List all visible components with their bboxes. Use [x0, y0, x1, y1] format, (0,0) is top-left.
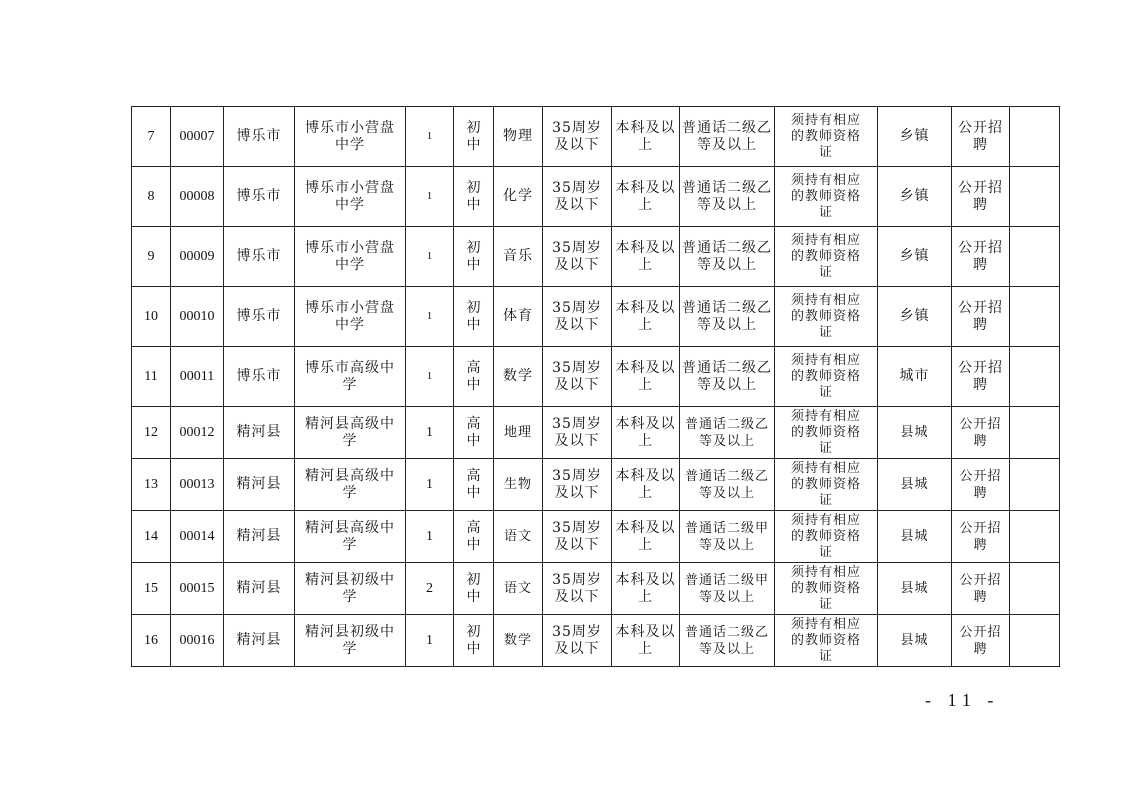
- cell-count: 2: [406, 563, 454, 615]
- cell-region: 精河县: [224, 615, 295, 667]
- cell-school: 博乐市高级中学: [295, 347, 406, 407]
- cell-certificate-text: 须持有相应的教师资格证: [790, 512, 861, 560]
- cell-education: 本科及以上: [612, 511, 680, 563]
- cell-school: 精河县高级中学: [295, 459, 406, 511]
- cell-position-code: 00008: [171, 167, 224, 227]
- table-row: [132, 459, 1060, 511]
- cell-certificate: [775, 107, 878, 167]
- cell-education: 本科及以上: [612, 459, 680, 511]
- cell-mandarin: 普通话二级乙等及以上: [680, 407, 775, 459]
- cell-region: 博乐市: [224, 107, 295, 167]
- cell-count: 1: [406, 615, 454, 667]
- cell-note: [1010, 563, 1060, 615]
- cell-location: 乡镇: [878, 107, 952, 167]
- cell-school: 博乐市小营盘中学: [295, 107, 406, 167]
- cell-certificate-text: 须持有相应的教师资格证: [790, 352, 861, 400]
- page-number: - 11 -: [925, 690, 1000, 710]
- cell-region: 精河县: [224, 407, 295, 459]
- cell-region: 博乐市: [224, 347, 295, 407]
- cell-level: [454, 615, 494, 667]
- cell-subject: 生物: [494, 459, 543, 511]
- cell-mandarin: 普通话二级乙等及以上: [680, 615, 775, 667]
- cell-level: [454, 459, 494, 511]
- cell-position-code: 00011: [171, 347, 224, 407]
- cell-number: 14: [132, 511, 171, 563]
- cell-number: 13: [132, 459, 171, 511]
- cell-number: 12: [132, 407, 171, 459]
- cell-certificate: [775, 347, 878, 407]
- cell-level-text: 高中: [466, 359, 482, 393]
- cell-region: 精河县: [224, 511, 295, 563]
- cell-method: 公开招聘: [952, 615, 1010, 667]
- cell-location: 乡镇: [878, 227, 952, 287]
- cell-subject: 语文: [494, 563, 543, 615]
- cell-mandarin: 普通话二级乙等及以上: [680, 459, 775, 511]
- cell-level-text: 高中: [466, 519, 482, 553]
- cell-level: [454, 167, 494, 227]
- recruitment-table: [131, 106, 1060, 667]
- cell-level: [454, 511, 494, 563]
- cell-position-code: 00007: [171, 107, 224, 167]
- cell-note: [1010, 227, 1060, 287]
- cell-method: 公开招聘: [952, 287, 1010, 347]
- cell-note: [1010, 167, 1060, 227]
- cell-education: 本科及以上: [612, 407, 680, 459]
- cell-school: 博乐市小营盘中学: [295, 227, 406, 287]
- cell-certificate-text: 须持有相应的教师资格证: [790, 564, 861, 612]
- cell-certificate-text: 须持有相应的教师资格证: [790, 232, 861, 280]
- cell-method: 公开招聘: [952, 407, 1010, 459]
- cell-mandarin: 普通话二级乙等及以上: [680, 107, 775, 167]
- cell-school: 精河县初级中学: [295, 563, 406, 615]
- cell-age: 35周岁及以下: [543, 615, 612, 667]
- cell-note: [1010, 407, 1060, 459]
- cell-position-code: 00009: [171, 227, 224, 287]
- cell-age: 35周岁及以下: [543, 347, 612, 407]
- cell-level-text: 初中: [466, 179, 482, 213]
- cell-certificate: [775, 227, 878, 287]
- cell-location: 城市: [878, 347, 952, 407]
- cell-level: [454, 407, 494, 459]
- cell-certificate-text: 须持有相应的教师资格证: [790, 460, 861, 508]
- cell-subject: 数学: [494, 347, 543, 407]
- table-row: [132, 347, 1060, 407]
- cell-school: 精河县初级中学: [295, 615, 406, 667]
- cell-education: 本科及以上: [612, 167, 680, 227]
- cell-level-text: 初中: [466, 119, 482, 153]
- cell-certificate: [775, 563, 878, 615]
- cell-note: [1010, 287, 1060, 347]
- cell-certificate-text: 须持有相应的教师资格证: [790, 616, 861, 664]
- cell-subject: 语文: [494, 511, 543, 563]
- cell-certificate: [775, 407, 878, 459]
- cell-subject: 体育: [494, 287, 543, 347]
- cell-count: 1: [406, 287, 454, 347]
- cell-number: 15: [132, 563, 171, 615]
- cell-school: 博乐市小营盘中学: [295, 167, 406, 227]
- cell-number: 8: [132, 167, 171, 227]
- cell-number: 10: [132, 287, 171, 347]
- cell-age: 35周岁及以下: [543, 511, 612, 563]
- cell-education: 本科及以上: [612, 615, 680, 667]
- cell-subject: 化学: [494, 167, 543, 227]
- cell-level-text: 高中: [466, 415, 482, 449]
- cell-level: [454, 227, 494, 287]
- cell-number: 7: [132, 107, 171, 167]
- cell-number: 16: [132, 615, 171, 667]
- cell-mandarin: 普通话二级甲等及以上: [680, 563, 775, 615]
- cell-school: 精河县高级中学: [295, 511, 406, 563]
- cell-age: 35周岁及以下: [543, 407, 612, 459]
- cell-mandarin: 普通话二级乙等及以上: [680, 167, 775, 227]
- cell-certificate-text: 须持有相应的教师资格证: [790, 112, 861, 160]
- cell-location: 县城: [878, 563, 952, 615]
- cell-certificate-text: 须持有相应的教师资格证: [790, 172, 861, 220]
- cell-region: 博乐市: [224, 287, 295, 347]
- cell-location: 乡镇: [878, 167, 952, 227]
- cell-note: [1010, 347, 1060, 407]
- table-row: [132, 511, 1060, 563]
- cell-position-code: 00014: [171, 511, 224, 563]
- cell-mandarin: 普通话二级乙等及以上: [680, 287, 775, 347]
- cell-age: 35周岁及以下: [543, 107, 612, 167]
- cell-level-text: 初中: [466, 239, 482, 273]
- cell-school: 博乐市小营盘中学: [295, 287, 406, 347]
- cell-region: 博乐市: [224, 227, 295, 287]
- cell-location: 县城: [878, 615, 952, 667]
- cell-subject: 物理: [494, 107, 543, 167]
- cell-certificate: [775, 511, 878, 563]
- cell-mandarin: 普通话二级甲等及以上: [680, 511, 775, 563]
- cell-count: 1: [406, 459, 454, 511]
- cell-count: 1: [406, 107, 454, 167]
- cell-method: 公开招聘: [952, 107, 1010, 167]
- cell-note: [1010, 615, 1060, 667]
- cell-location: 县城: [878, 511, 952, 563]
- cell-subject: 数学: [494, 615, 543, 667]
- cell-certificate: [775, 615, 878, 667]
- cell-level-text: 高中: [466, 467, 482, 501]
- table-row: [132, 287, 1060, 347]
- cell-education: 本科及以上: [612, 563, 680, 615]
- cell-count: 1: [406, 347, 454, 407]
- cell-certificate-text: 须持有相应的教师资格证: [790, 408, 861, 456]
- cell-subject: 音乐: [494, 227, 543, 287]
- cell-number: 9: [132, 227, 171, 287]
- cell-location: 县城: [878, 459, 952, 511]
- cell-position-code: 00012: [171, 407, 224, 459]
- cell-certificate: [775, 459, 878, 511]
- cell-age: 35周岁及以下: [543, 227, 612, 287]
- cell-number: 11: [132, 347, 171, 407]
- cell-education: 本科及以上: [612, 347, 680, 407]
- cell-count: 1: [406, 227, 454, 287]
- cell-level: [454, 107, 494, 167]
- cell-level: [454, 563, 494, 615]
- cell-count: 1: [406, 407, 454, 459]
- cell-region: 博乐市: [224, 167, 295, 227]
- cell-mandarin: 普通话二级乙等及以上: [680, 347, 775, 407]
- cell-school: 精河县高级中学: [295, 407, 406, 459]
- cell-location: 乡镇: [878, 287, 952, 347]
- cell-age: 35周岁及以下: [543, 287, 612, 347]
- cell-position-code: 00015: [171, 563, 224, 615]
- cell-certificate: [775, 167, 878, 227]
- cell-note: [1010, 107, 1060, 167]
- cell-certificate: [775, 287, 878, 347]
- cell-note: [1010, 511, 1060, 563]
- cell-region: 精河县: [224, 563, 295, 615]
- cell-method: 公开招聘: [952, 167, 1010, 227]
- cell-mandarin: 普通话二级乙等及以上: [680, 227, 775, 287]
- cell-location: 县城: [878, 407, 952, 459]
- table-row: [132, 107, 1060, 167]
- cell-count: 1: [406, 167, 454, 227]
- cell-level-text: 初中: [466, 623, 482, 657]
- cell-note: [1010, 459, 1060, 511]
- table-row: [132, 407, 1060, 459]
- cell-level-text: 初中: [466, 571, 482, 605]
- table-row: [132, 227, 1060, 287]
- cell-education: 本科及以上: [612, 107, 680, 167]
- cell-age: 35周岁及以下: [543, 167, 612, 227]
- table-body: [132, 107, 1060, 667]
- cell-level: [454, 287, 494, 347]
- cell-method: 公开招聘: [952, 459, 1010, 511]
- cell-certificate-text: 须持有相应的教师资格证: [790, 292, 861, 340]
- cell-count: 1: [406, 511, 454, 563]
- cell-method: 公开招聘: [952, 511, 1010, 563]
- cell-position-code: 00016: [171, 615, 224, 667]
- cell-position-code: 00010: [171, 287, 224, 347]
- cell-method: 公开招聘: [952, 563, 1010, 615]
- table-row: [132, 615, 1060, 667]
- table-row: [132, 563, 1060, 615]
- cell-level: [454, 347, 494, 407]
- cell-education: 本科及以上: [612, 287, 680, 347]
- cell-level-text: 初中: [466, 299, 482, 333]
- cell-position-code: 00013: [171, 459, 224, 511]
- cell-subject: 地理: [494, 407, 543, 459]
- cell-age: 35周岁及以下: [543, 459, 612, 511]
- cell-education: 本科及以上: [612, 227, 680, 287]
- cell-method: 公开招聘: [952, 227, 1010, 287]
- table-row: [132, 167, 1060, 227]
- cell-age: 35周岁及以下: [543, 563, 612, 615]
- cell-region: 精河县: [224, 459, 295, 511]
- cell-method: 公开招聘: [952, 347, 1010, 407]
